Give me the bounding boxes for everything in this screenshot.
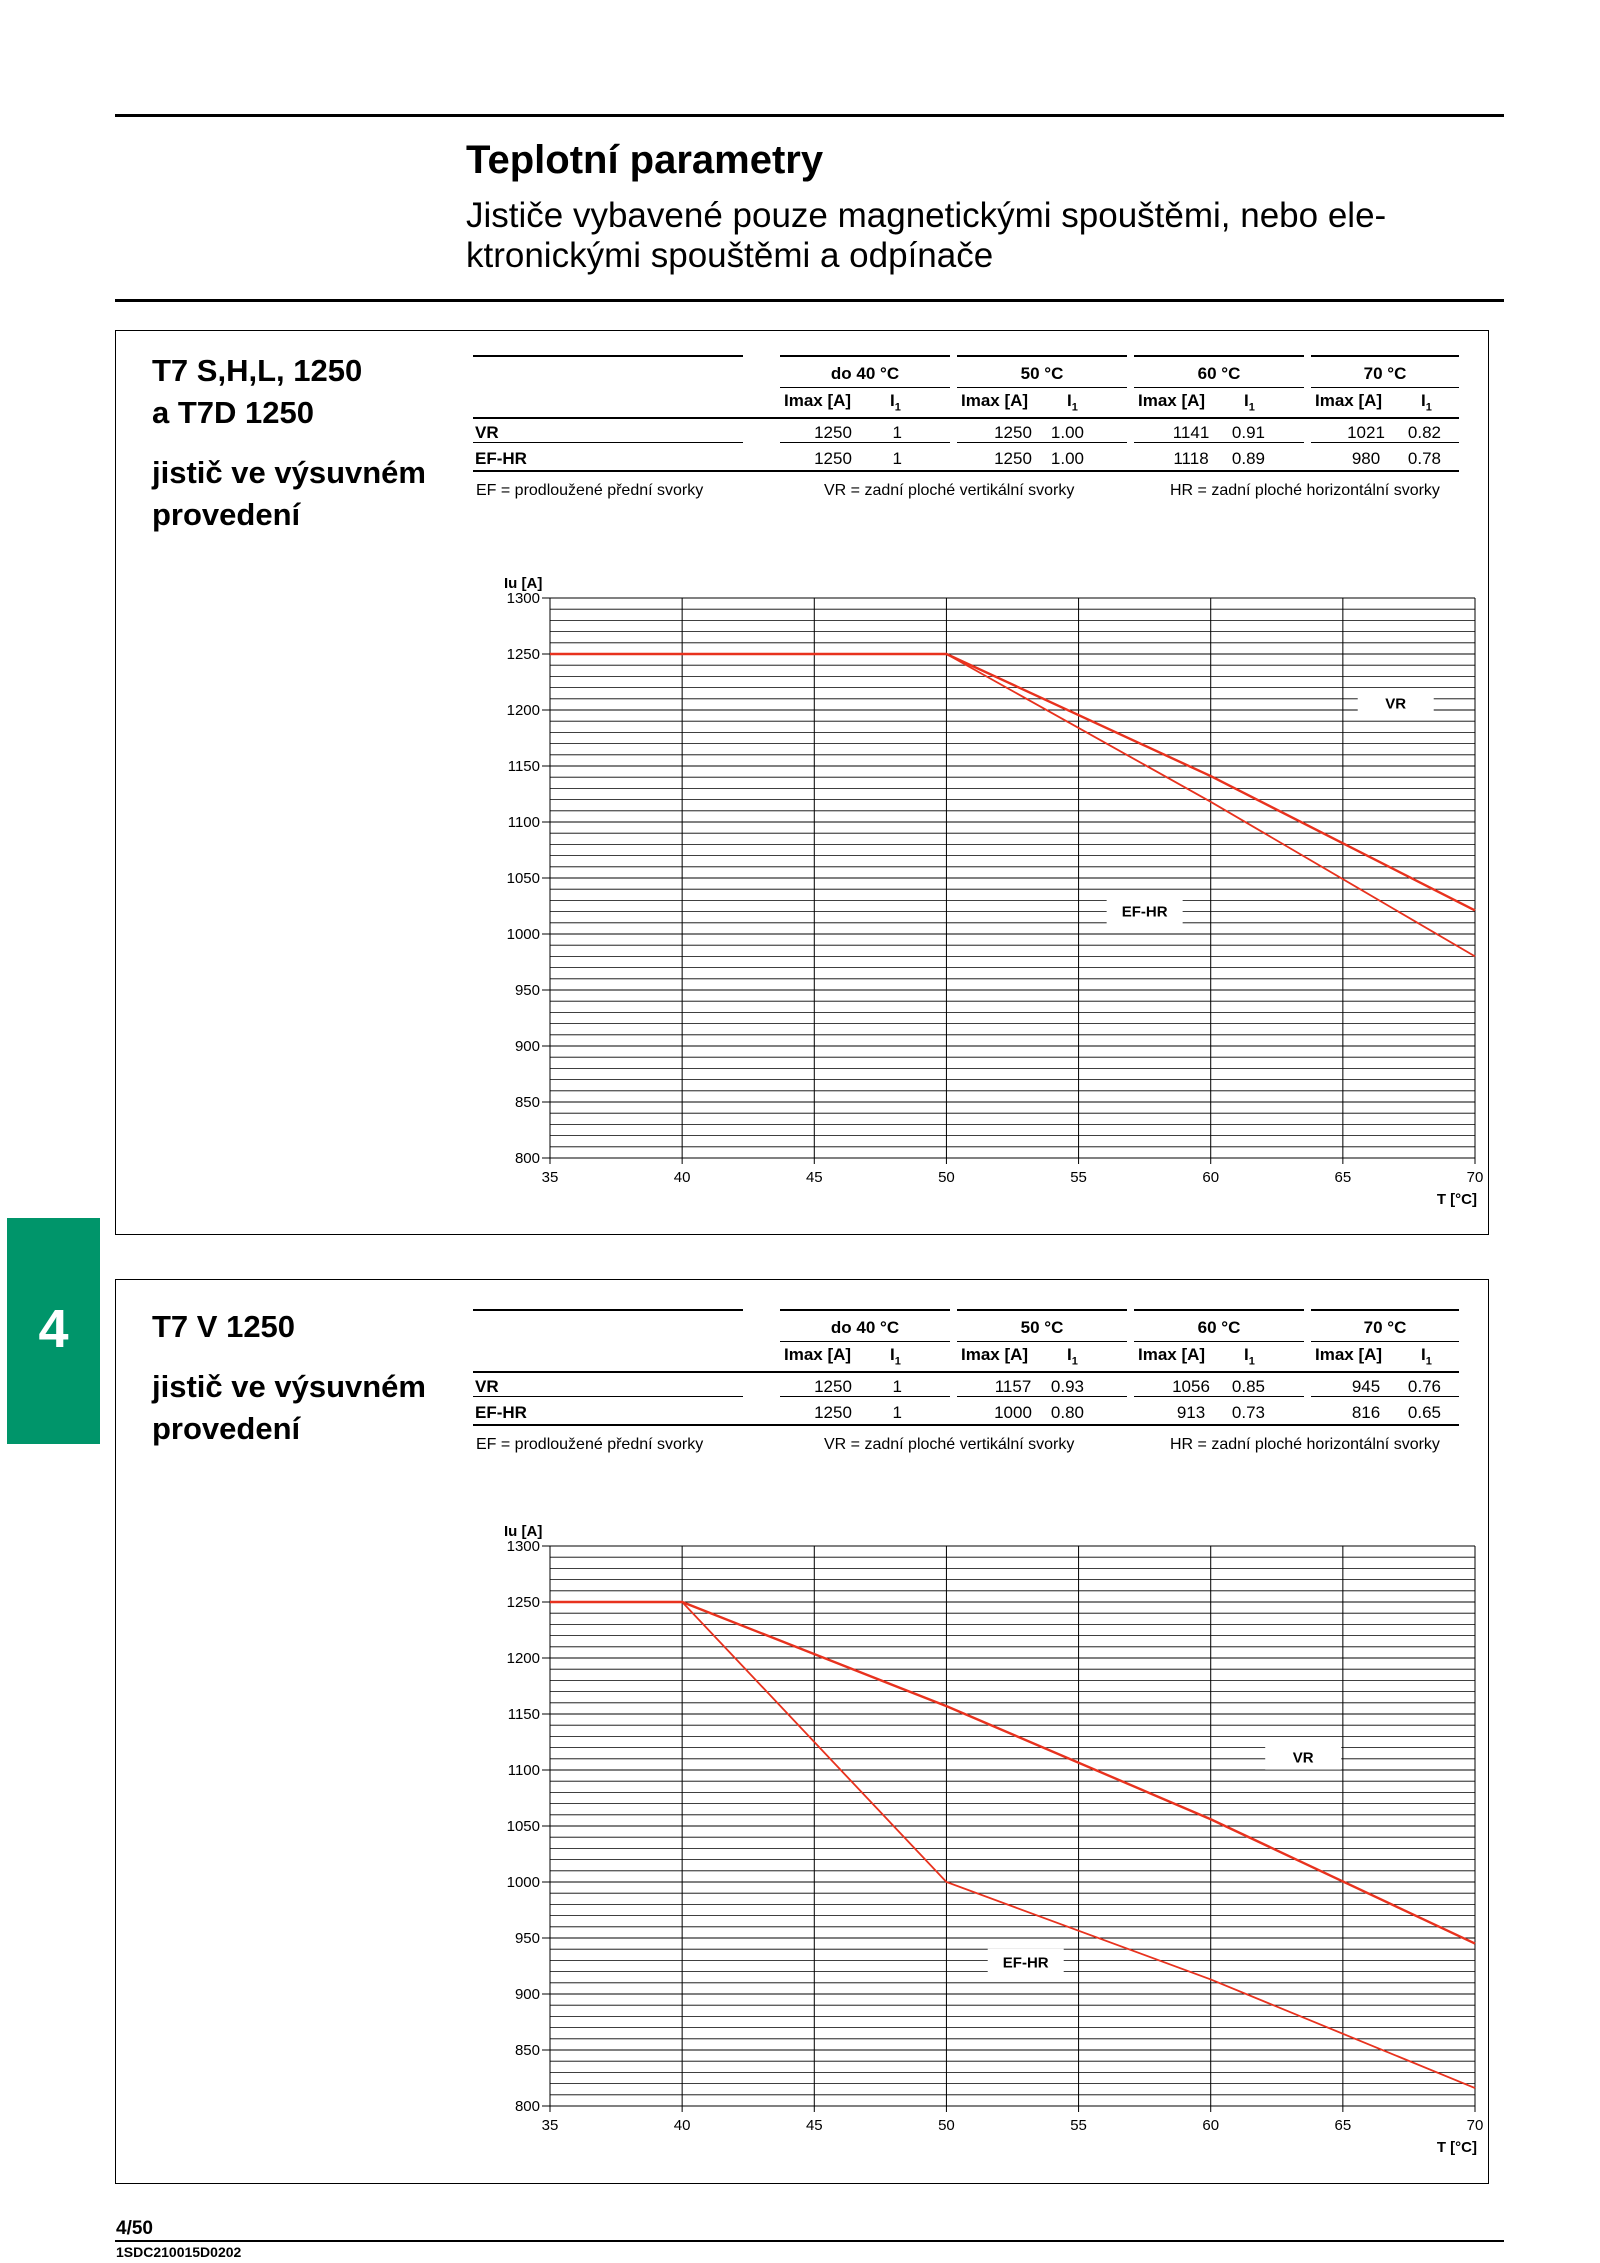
i1-value: 0.65 — [1407, 1403, 1441, 1422]
temp-group-top-rule — [957, 355, 1127, 357]
row-divider — [1134, 1396, 1304, 1397]
imax-value: 1250 — [994, 449, 1032, 468]
temp-header: do 40 °C — [830, 1318, 900, 1337]
imax-value: 1021 — [1347, 423, 1385, 442]
i1-header: $I_1$ — [890, 391, 901, 414]
section-1-note-hr: HR = zadní ploché horizontální svorky — [1170, 482, 1440, 499]
imax-header: Imax [A] — [784, 391, 852, 410]
row-divider — [957, 442, 1127, 443]
section-2-chart — [490, 1518, 1484, 2178]
y-tick-label: 1250 — [506, 646, 540, 663]
chapter-tab — [7, 1218, 100, 1444]
y-tick-label: 1300 — [506, 1538, 540, 1555]
section-2-note-vr: VR = zadní ploché vertikální svorky — [824, 1436, 1075, 1453]
document-code: 1SDC210015D0202 — [116, 2244, 242, 2260]
i1-value: 0.80 — [1050, 1403, 1084, 1422]
page-subtitle — [466, 196, 1486, 276]
imax-value: 945 — [1351, 1377, 1381, 1396]
x-tick-label: 40 — [673, 1169, 691, 1186]
i1-header: $I_1$ — [1421, 1345, 1432, 1368]
i1-subscript: 1 — [1071, 1355, 1078, 1368]
x-tick-label: 45 — [805, 2117, 823, 2134]
page-title: Teplotní parametry — [466, 138, 824, 182]
i1-header: $I_1$ — [1244, 1345, 1255, 1368]
temp-group-top-rule — [780, 355, 950, 357]
section-1-model-2: a T7D 1250 — [152, 395, 314, 430]
y-tick-label: 950 — [514, 1930, 540, 1947]
section-2-desc-1: jistič ve výsuvném — [152, 1369, 426, 1404]
i1-subscript: 1 — [1425, 401, 1432, 414]
table-header-rule — [473, 417, 1459, 419]
temp-header: 60 °C — [1197, 1318, 1241, 1337]
row-divider — [473, 1396, 743, 1397]
series-line-ef-hr — [550, 654, 1475, 956]
y-tick-label: 850 — [514, 2042, 540, 2059]
x-tick-label: 65 — [1334, 1169, 1352, 1186]
row-divider — [1134, 442, 1304, 443]
temp-group-top-rule — [1311, 355, 1459, 357]
row-label: EF-HR — [475, 449, 527, 468]
i1-subscript: 1 — [1425, 1355, 1432, 1368]
table-top-rule — [473, 1309, 743, 1311]
temp-header: do 40 °C — [830, 364, 900, 383]
i1-value: 1 — [892, 1403, 902, 1422]
y-tick-label: 1100 — [507, 1762, 540, 1779]
row-label: VR — [475, 1377, 499, 1396]
y-tick-label: 1300 — [506, 590, 540, 607]
imax-header: Imax [A] — [1315, 1345, 1383, 1364]
i1-value: 0.89 — [1231, 449, 1265, 468]
x-tick-label: 50 — [938, 2117, 955, 2134]
temp-group-top-rule — [1134, 355, 1304, 357]
section-1-note-ef: EF = prodloužené přední svorky — [476, 482, 704, 499]
imax-value: 1141 — [1172, 423, 1210, 442]
i1-value: 1.00 — [1050, 449, 1084, 468]
imax-header: Imax [A] — [784, 1345, 852, 1364]
imax-value: 1157 — [994, 1377, 1032, 1396]
footer-rule — [115, 2240, 1504, 2242]
imax-value: 1250 — [814, 423, 852, 442]
y-tick-label: 850 — [514, 1094, 540, 1111]
y-axis-label: Iu [A] — [504, 1523, 543, 1540]
y-tick-label: 1000 — [506, 1874, 540, 1891]
i1-value: 0.82 — [1407, 423, 1441, 442]
x-tick-label: 35 — [541, 1169, 559, 1186]
section-1-desc-1: jistič ve výsuvném — [152, 455, 426, 490]
i1-value: 0.91 — [1231, 423, 1265, 442]
y-tick-label: 800 — [514, 1150, 540, 1167]
i1-header: $I_1$ — [1244, 391, 1255, 414]
x-tick-label: 55 — [1070, 1169, 1087, 1186]
section-1-model: T7 S,H,L, 1250 — [152, 353, 363, 388]
y-tick-label: 1000 — [506, 926, 540, 943]
i1-value: 0.78 — [1407, 449, 1441, 468]
i1-value: 0.73 — [1231, 1403, 1265, 1422]
series-label: EF-HR — [1002, 1954, 1049, 1972]
top-rule — [115, 114, 1504, 117]
imax-value: 1250 — [814, 1403, 852, 1422]
i1-header: $I_1$ — [1067, 391, 1078, 414]
table-bottom-rule — [473, 470, 1459, 472]
imax-header: Imax [A] — [1138, 1345, 1206, 1364]
i1-value: 0.76 — [1407, 1377, 1441, 1396]
i1-subscript: 1 — [1248, 401, 1255, 414]
imax-value: 1250 — [814, 1377, 852, 1396]
section-1-desc-2: provedení — [152, 497, 301, 532]
i1-subscript: 1 — [894, 1355, 901, 1368]
row-divider — [957, 1396, 1127, 1397]
temp-group-top-rule — [780, 1309, 950, 1311]
section-1-chart — [490, 570, 1484, 1230]
y-tick-label: 1150 — [507, 758, 540, 775]
temp-group-top-rule — [1134, 1309, 1304, 1311]
temp-group-mid-rule — [780, 387, 950, 388]
series-line-vr — [550, 654, 1475, 910]
x-tick-label: 55 — [1070, 2117, 1087, 2134]
imax-header: Imax [A] — [961, 391, 1029, 410]
imax-header: Imax [A] — [1138, 391, 1206, 410]
section-2-label — [152, 1306, 426, 1450]
table-header-rule — [473, 1371, 1459, 1373]
temp-header: 70 °C — [1363, 1318, 1407, 1337]
temp-group-mid-rule — [1134, 1341, 1304, 1342]
row-divider — [780, 1396, 950, 1397]
temp-group-mid-rule — [1311, 1341, 1459, 1342]
x-tick-label: 45 — [805, 1169, 823, 1186]
temp-header: 70 °C — [1363, 364, 1407, 383]
y-tick-label: 1050 — [506, 870, 540, 887]
row-divider — [473, 442, 743, 443]
series-label: VR — [1385, 695, 1407, 713]
section-2-note-hr: HR = zadní ploché horizontální svorky — [1170, 1436, 1440, 1453]
imax-header: Imax [A] — [961, 1345, 1029, 1364]
series-label: VR — [1292, 1749, 1314, 1767]
i1-value: 1 — [892, 449, 902, 468]
x-tick-label: 40 — [673, 2117, 691, 2134]
row-label: EF-HR — [475, 1403, 527, 1422]
row-label: VR — [475, 423, 499, 442]
y-tick-label: 950 — [514, 982, 540, 999]
x-tick-label: 70 — [1466, 2117, 1484, 2134]
series-line-ef-hr — [550, 1602, 1475, 2088]
x-tick-label: 70 — [1466, 1169, 1484, 1186]
page-number: 4/50 — [116, 2218, 153, 2239]
section-2-note-ef: EF = prodloužené přední svorky — [476, 1436, 704, 1453]
y-tick-label: 1200 — [506, 1650, 540, 1667]
x-tick-label: 65 — [1334, 2117, 1352, 2134]
x-tick-label: 35 — [541, 2117, 559, 2134]
y-tick-label: 800 — [514, 2098, 540, 2115]
i1-subscript: 1 — [1071, 401, 1078, 414]
temp-header: 50 °C — [1020, 1318, 1064, 1337]
temp-header: 50 °C — [1020, 364, 1064, 383]
i1-header: $I_1$ — [1421, 391, 1432, 414]
i1-value: 0.85 — [1231, 1377, 1265, 1396]
i1-header: $I_1$ — [890, 1345, 901, 1368]
imax-value: 816 — [1351, 1403, 1381, 1422]
temp-group-top-rule — [1311, 1309, 1459, 1311]
x-axis-label: T [°C] — [1436, 1191, 1477, 1208]
temp-group-top-rule — [957, 1309, 1127, 1311]
imax-value: 1000 — [994, 1403, 1032, 1422]
x-tick-label: 60 — [1202, 2117, 1220, 2134]
i1-header: $I_1$ — [1067, 1345, 1078, 1368]
imax-value: 1118 — [1173, 449, 1209, 468]
section-2-model: T7 V 1250 — [152, 1309, 296, 1344]
imax-header: Imax [A] — [1315, 391, 1383, 410]
i1-value: 0.93 — [1050, 1377, 1084, 1396]
x-tick-label: 60 — [1202, 1169, 1220, 1186]
imax-value: 980 — [1351, 449, 1381, 468]
series-label: EF-HR — [1121, 903, 1168, 921]
i1-subscript: 1 — [1248, 1355, 1255, 1368]
chapter-number: 4 — [38, 1299, 69, 1359]
y-tick-label: 1100 — [507, 814, 540, 831]
temp-group-mid-rule — [1311, 387, 1459, 388]
section-1-note-vr: VR = zadní ploché vertikální svorky — [824, 482, 1075, 499]
i1-value: 1 — [892, 423, 902, 442]
imax-value: 913 — [1176, 1403, 1206, 1422]
i1-value: 1 — [892, 1377, 902, 1396]
imax-value: 1250 — [814, 449, 852, 468]
i1-subscript: 1 — [894, 401, 901, 414]
series-line-vr — [550, 1602, 1475, 1944]
table-bottom-rule — [473, 1424, 1459, 1426]
x-axis-label: T [°C] — [1436, 2139, 1477, 2156]
temp-group-mid-rule — [1134, 387, 1304, 388]
temp-group-mid-rule — [957, 387, 1127, 388]
temp-header: 60 °C — [1197, 364, 1241, 383]
i1-value: 1.00 — [1050, 423, 1084, 442]
imax-value: 1056 — [1172, 1377, 1210, 1396]
temp-group-mid-rule — [957, 1341, 1127, 1342]
y-tick-label: 1050 — [506, 1818, 540, 1835]
section-1-label — [152, 350, 426, 536]
y-tick-label: 1200 — [506, 702, 540, 719]
x-tick-label: 50 — [938, 1169, 955, 1186]
y-axis-label: Iu [A] — [504, 575, 543, 592]
temp-group-mid-rule — [780, 1341, 950, 1342]
y-tick-label: 900 — [514, 1986, 540, 2003]
subtitle-line-2: ktronickými spouštěmi a odpínače — [466, 236, 994, 275]
row-divider — [780, 442, 950, 443]
y-tick-label: 1250 — [506, 1594, 540, 1611]
table-top-rule — [473, 355, 743, 357]
y-tick-label: 900 — [514, 1038, 540, 1055]
y-tick-label: 1150 — [507, 1706, 540, 1723]
header-bottom-rule — [115, 299, 1504, 302]
subtitle-line-1: Jističe vybavené pouze magnetickými spouštěmi, nebo ele- — [466, 196, 1387, 235]
section-2-desc-2: provedení — [152, 1411, 301, 1446]
imax-value: 1250 — [994, 423, 1032, 442]
